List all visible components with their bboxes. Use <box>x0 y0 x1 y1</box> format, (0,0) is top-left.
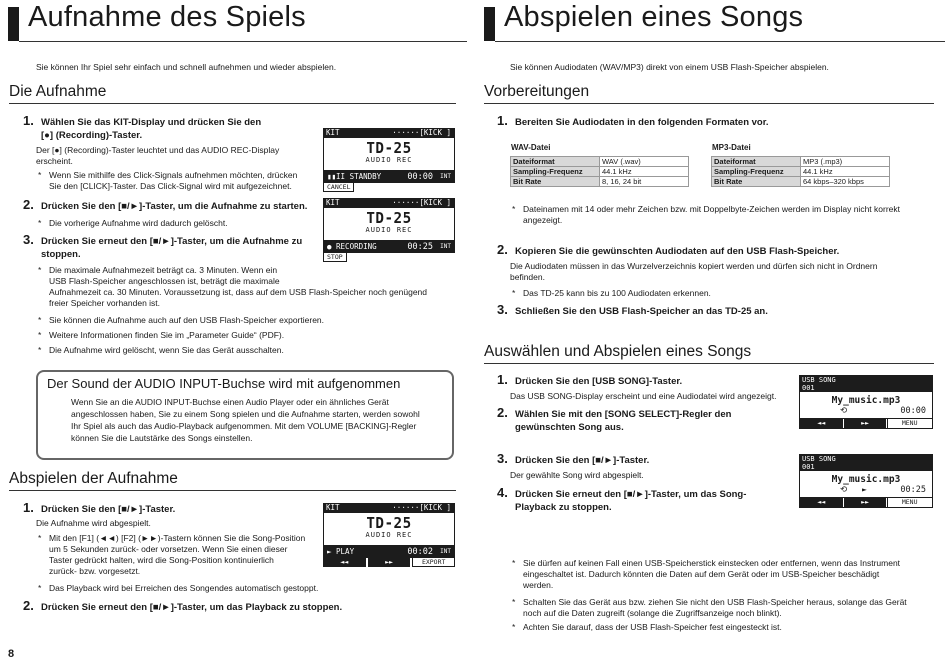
bullet <box>510 597 907 619</box>
table-row <box>712 177 890 187</box>
lcd-instrument-label: ······[KICK ] <box>392 198 451 207</box>
bullet <box>510 558 900 591</box>
bullet-line: Das TD-25 kann bis zu 100 Audiodaten erkennen. <box>523 288 711 298</box>
lcd-status-text: ► PLAY <box>327 547 355 556</box>
lcd-mode-label: AUDIO REC <box>365 531 413 539</box>
section-heading: Abspielen der Aufnahme <box>9 470 178 487</box>
paragraph-line: erscheint. <box>36 156 73 166</box>
table-row <box>511 167 689 177</box>
info-box-line: Ihr Spiel als auch das Audio-Playback aufgenommen. Mit dem VOLUME [BACKING]-Regler <box>71 421 417 431</box>
bullet-line: Aufnahmezeit ca. 30 Minuten. Voraussetzung ist, dass auf dem USB Flash-Speicher noch genügend <box>49 287 428 297</box>
bullet-line: Die vorherige Aufnahme wird dadurch gelöscht. <box>49 218 228 228</box>
usb-song-name: My_music.mp3 <box>831 474 901 485</box>
step-number: 1. <box>497 113 508 128</box>
step-text: Wählen Sie das KIT-Display und drücken Sie den <box>41 117 262 128</box>
lcd-model-name: TD-25 <box>366 514 412 532</box>
lcd-status-bar <box>323 546 455 558</box>
lcd-model-name: TD-25 <box>366 139 412 157</box>
bullet-line: Mit den [F1] (◄◄) [F2] (►►)-Tastern können Sie die Song-Position <box>49 533 306 543</box>
section-rule <box>9 103 456 104</box>
paragraph-line: Die Audiodaten müssen in das Wurzelverzeichnis kopiert werden und dürfen sich nicht in Ordnern <box>510 261 878 271</box>
table-value: 8, 16, 24 bit <box>600 177 689 187</box>
usb-time: 00:00 <box>900 406 926 416</box>
table-key: Dateiformat <box>712 157 801 167</box>
step-number: 2. <box>23 598 34 613</box>
info-box <box>36 370 454 460</box>
lcd-kit-label: KIT <box>326 198 340 207</box>
info-box-text <box>71 396 420 444</box>
table-value: 44.1 kHz <box>801 167 890 177</box>
section-heading: Die Aufnahme <box>9 83 107 100</box>
bullet-line: Taster gedrückt halten, wird die Song-Position kontinuierlich <box>49 555 274 565</box>
bullet-line: Die maximale Aufnahmezeit beträgt ca. 3 Minuten. Wenn ein <box>49 265 278 275</box>
step-number: 2. <box>23 197 34 212</box>
bullet-line: Das Playback wird bei Erreichen des Songendes automatisch gestoppt. <box>49 583 319 593</box>
step-text: Drücken Sie erneut den [■/►]-Taster, um das Song- <box>515 489 747 500</box>
paragraph: Das USB SONG-Display erscheint und eine Audiodatei wird angezeigt. <box>510 391 777 401</box>
usb-song-display-playing <box>799 454 933 508</box>
step-number: 2. <box>497 242 508 257</box>
usb-buttons <box>800 497 932 507</box>
bullet-icon: * <box>512 288 516 298</box>
bullet-line: werden. <box>523 580 554 590</box>
paragraph <box>510 261 877 283</box>
lcd-time: 00:00 <box>407 172 433 182</box>
step-number: 4. <box>497 485 508 500</box>
step-text: Playback zu stoppen. <box>515 502 612 513</box>
lcd-time: 00:02 <box>407 547 433 557</box>
lcd-instrument-label: ······[KICK ] <box>392 128 451 137</box>
step-text: Drücken Sie erneut den [■/►]-Taster, um das Playback zu stoppen. <box>41 602 343 613</box>
lcd-top-bar <box>323 503 455 513</box>
mp3-table-title: MP3-Datei <box>712 143 751 152</box>
bullet-icon: * <box>512 622 516 632</box>
lcd-mode-label: AUDIO REC <box>365 226 413 234</box>
bullet-icon: * <box>38 345 42 355</box>
lcd-export-button: EXPORT <box>412 558 455 567</box>
bullet <box>510 622 782 633</box>
lcd-int-label: INT <box>440 548 451 555</box>
section-heading: Auswählen und Abspielen eines Songs <box>484 343 752 360</box>
mp3-format-table <box>711 156 890 187</box>
usb-song-number: 001 <box>802 463 815 471</box>
lcd-footer <box>323 558 455 567</box>
bullet-line: Sie können die Aufnahme auch auf den USB Flash-Speicher exportieren. <box>49 315 325 325</box>
page-title: Aufnahme des Spiels <box>28 1 306 33</box>
lcd-main <box>323 513 455 546</box>
lcd-audio-rec-standby <box>323 128 455 192</box>
title-rule <box>495 41 945 42</box>
bullet <box>510 288 711 299</box>
lcd-top-bar <box>323 128 455 138</box>
step-text: [●] (Recording)-Taster. <box>41 130 143 141</box>
step-number: 1. <box>23 500 34 515</box>
step-text: Bereiten Sie Audiodaten in den folgenden Formaten vor. <box>515 117 769 128</box>
bullet-line: Dateinamen mit 14 oder mehr Zeichen bzw. mit Doppelbyte-Zeichen werden im Display nicht korrekt <box>523 204 900 214</box>
usb-status-row <box>800 485 932 497</box>
paragraph-line: Der [●] (Recording)-Taster leuchtet und das AUDIO REC-Display <box>36 145 280 155</box>
step-text: Schließen Sie den USB Flash-Speicher an das TD-25 an. <box>515 306 768 317</box>
table-key: Dateiformat <box>511 157 600 167</box>
step-text: Wählen Sie mit den [SONG SELECT]-Regler den <box>515 409 732 420</box>
bullet-line: zurück- bzw. vorgesetzt. <box>49 566 141 576</box>
section-heading: Vorbereitungen <box>484 83 590 100</box>
loop-icon: ⟲ <box>840 485 848 495</box>
info-box-heading: Der Sound der AUDIO INPUT-Buchse wird mit aufgenommen <box>47 376 401 391</box>
lcd-kit-label: KIT <box>326 128 340 137</box>
lcd-forward-button: ►► <box>368 558 411 567</box>
bullet-icon: * <box>38 315 42 325</box>
step-number: 3. <box>497 302 508 317</box>
lcd-model-name: TD-25 <box>366 209 412 227</box>
bullet <box>36 265 427 309</box>
lcd-footer <box>323 183 455 192</box>
table-key: Bit Rate <box>511 177 600 187</box>
lcd-stop-button: STOP <box>323 253 347 262</box>
bullet <box>510 204 900 226</box>
step-text: Drücken Sie den [■/►]-Taster. <box>41 504 176 515</box>
bullet-line: Wenn Sie mithilfe des Click-Signals aufnehmen möchten, drücken <box>49 170 298 180</box>
lcd-time: 00:25 <box>407 242 433 252</box>
bullet-line: Sie den [CLICK]-Taster. Das Click-Signal wird mit aufgezeichnet. <box>49 181 292 191</box>
play-icon: ► <box>862 485 867 494</box>
menu-button: MENU <box>887 498 931 507</box>
step-number: 3. <box>497 451 508 466</box>
lcd-footer <box>323 253 455 262</box>
lcd-int-label: INT <box>440 173 451 180</box>
bullet-line: Sie dürfen auf keinen Fall einen USB-Speicherstick einstecken oder entfernen, wenn das Instrument <box>523 558 901 568</box>
usb-song-number: 001 <box>802 384 815 392</box>
usb-song-display-stopped <box>799 375 933 429</box>
bullet <box>36 330 284 341</box>
paragraph: Der gewählte Song wird abgespielt. <box>510 470 644 480</box>
step-number: 1. <box>23 113 34 128</box>
bullet <box>36 315 324 326</box>
bullet-line: noch auf die Daten zugreift (solange die Zugriffsanzeige noch blinkt). <box>523 608 782 618</box>
step-text: stoppen. <box>41 249 81 260</box>
intro-text: Sie können Audiodaten (WAV/MP3) direkt von einem USB Flash-Speicher abspielen. <box>510 62 829 72</box>
usb-time: 00:25 <box>900 485 926 495</box>
table-row <box>511 177 689 187</box>
rewind-button: ◄◄ <box>800 419 843 428</box>
bullet-icon: * <box>512 597 516 607</box>
bullet-icon: * <box>512 204 516 214</box>
forward-button: ►► <box>844 419 887 428</box>
step-number: 3. <box>23 232 34 247</box>
lcd-status-bar <box>323 171 455 183</box>
bullet-line: Die Aufnahme wird gelöscht, wenn Sie das Gerät ausschalten. <box>49 345 284 355</box>
table-key: Sampling-Frequenz <box>511 167 600 177</box>
bullet <box>36 218 228 229</box>
bullet <box>36 170 297 192</box>
bullet-icon: * <box>38 330 42 340</box>
bullet <box>36 533 305 577</box>
title-accent-bar <box>8 7 19 41</box>
wav-format-table <box>510 156 689 187</box>
lcd-main <box>323 138 455 171</box>
title-rule <box>19 41 467 42</box>
lcd-kit-label: KIT <box>326 503 340 512</box>
section-rule <box>9 490 456 491</box>
step-text: Drücken Sie den [■/►]-Taster, um die Aufnahme zu starten. <box>41 201 308 212</box>
lcd-int-label: INT <box>440 243 451 250</box>
info-box-line: angeschlossen haben, Sie zu einem Song spielen und die Aufnahme starten, werden sowohl <box>71 409 420 419</box>
step-text: Drücken Sie den [USB SONG]-Taster. <box>515 376 683 387</box>
usb-header <box>800 376 932 392</box>
lcd-rewind-button: ◄◄ <box>323 558 366 567</box>
bullet-line: Achten Sie darauf, dass der USB Flash-Speicher fest eingesteckt ist. <box>523 622 782 632</box>
paragraph: Die Aufnahme wird abgespielt. <box>36 518 151 528</box>
usb-song-name: My_music.mp3 <box>831 395 901 406</box>
forward-button: ►► <box>844 498 887 507</box>
lcd-main <box>323 208 455 241</box>
lcd-audio-rec-play <box>323 503 455 567</box>
lcd-status-text: ▮▮II STANDBY <box>327 172 382 181</box>
usb-mode-label: USB SONG <box>802 455 836 463</box>
table-value: MP3 (.mp3) <box>801 157 890 167</box>
bullet-line: Schalten Sie das Gerät aus bzw. ziehen Sie nicht den USB Flash-Speicher heraus, solange das Gerät <box>523 597 907 607</box>
bullet-line: USB Flash-Speicher angeschlossen ist, beträgt die maximale <box>49 276 280 286</box>
bullet-icon: * <box>38 583 42 593</box>
lcd-instrument-label: ······[KICK ] <box>392 503 451 512</box>
page-number: 8 <box>8 648 15 660</box>
bullet <box>36 345 284 356</box>
bullet-icon: * <box>38 265 42 275</box>
table-value: WAV (.wav) <box>600 157 689 167</box>
info-box-line: können Sie die Lautstärke des Songs einstellen. <box>71 433 253 443</box>
bullet <box>36 583 318 594</box>
lcd-status-text: ● RECORDING <box>327 242 377 251</box>
loop-icon: ⟲ <box>840 406 848 416</box>
rewind-button: ◄◄ <box>800 498 843 507</box>
lcd-cancel-button: CANCEL <box>323 183 354 192</box>
table-row <box>712 167 890 177</box>
step-text: gewünschten Song aus. <box>515 422 624 433</box>
table-value: 64 kbps–320 kbps <box>801 177 890 187</box>
bullet-line: Weitere Informationen finden Sie im „Parameter Guide“ (PDF). <box>49 330 285 340</box>
bullet-line: freier Speicher vorhanden ist. <box>49 298 161 308</box>
bullet-icon: * <box>38 170 42 180</box>
menu-button: MENU <box>887 419 931 428</box>
bullet-line: eingeschaltet ist. Dadurch könnten die Daten auf dem Gerät oder im USB-Speicher beschädigt <box>523 569 880 579</box>
bullet-line: angezeigt. <box>523 215 563 225</box>
usb-status-row <box>800 406 932 418</box>
bullet-line: um 5 Sekunden zurück- oder vorsetzen. Wenn Sie einen dieser <box>49 544 288 554</box>
table-value: 44.1 kHz <box>600 167 689 177</box>
table-key: Bit Rate <box>712 177 801 187</box>
bullet-icon: * <box>512 558 516 568</box>
step-text: Drücken Sie den [■/►]-Taster. <box>515 455 650 466</box>
info-box-line: Wenn Sie an die AUDIO INPUT-Buchse einen Audio Player oder ein ähnliches Gerät <box>71 397 389 407</box>
usb-mode-label: USB SONG <box>802 376 836 384</box>
usb-header <box>800 455 932 471</box>
usb-buttons <box>800 418 932 428</box>
section-rule <box>484 103 934 104</box>
step-number: 2. <box>497 405 508 420</box>
paragraph <box>36 145 279 167</box>
table-row <box>511 157 689 167</box>
page-title: Abspielen eines Songs <box>504 1 804 33</box>
lcd-audio-rec-recording <box>323 198 455 262</box>
bullet-icon: * <box>38 218 42 228</box>
lcd-status-bar <box>323 241 455 253</box>
lcd-top-bar <box>323 198 455 208</box>
table-key: Sampling-Frequenz <box>712 167 801 177</box>
paragraph-line: befinden. <box>510 272 545 282</box>
lcd-mode-label: AUDIO REC <box>365 156 413 164</box>
section-rule <box>484 363 934 364</box>
step-number: 1. <box>497 372 508 387</box>
intro-text: Sie können Ihr Spiel sehr einfach und schnell aufnehmen und wieder abspielen. <box>36 62 337 72</box>
title-accent-bar <box>484 7 495 41</box>
wav-table-title: WAV-Datei <box>511 143 551 152</box>
table-row <box>712 157 890 167</box>
step-text: Kopieren Sie die gewünschten Audiodaten auf den USB Flash-Speicher. <box>515 246 840 257</box>
bullet-icon: * <box>38 533 42 543</box>
step-text: Drücken Sie erneut den [■/►]-Taster, um die Aufnahme zu <box>41 236 303 247</box>
